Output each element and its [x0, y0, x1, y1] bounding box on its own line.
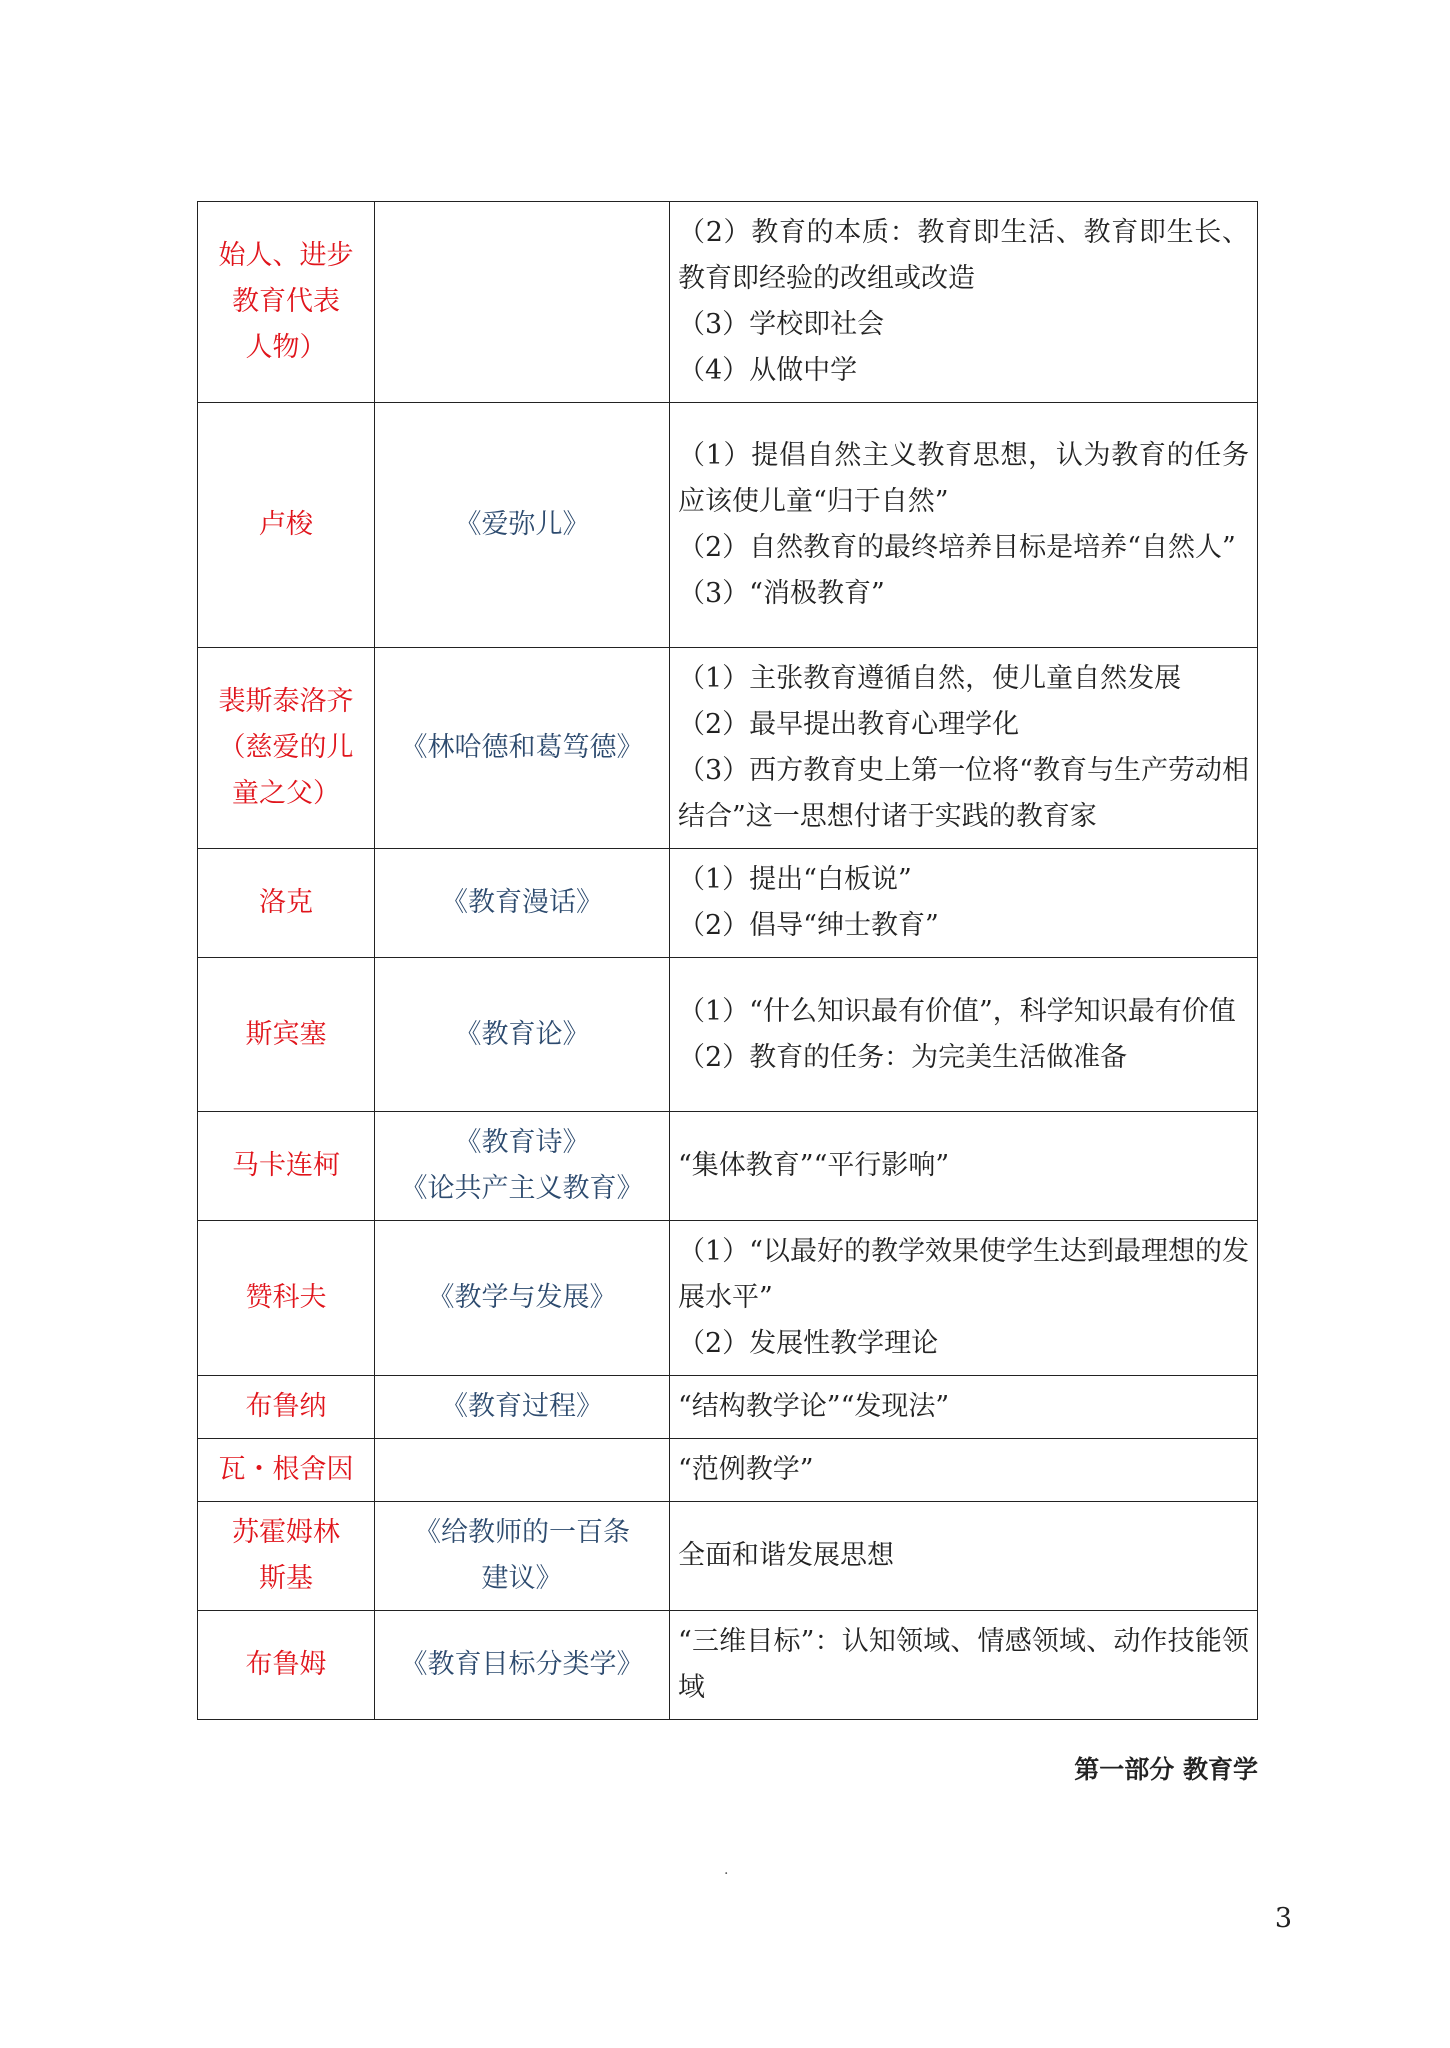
description-cell	[670, 958, 1258, 1112]
work-title-line: 《教学与发展》	[427, 1282, 617, 1313]
work-title-line: 《爱弥儿》	[454, 509, 590, 540]
educator-name-line: 布鲁纳	[245, 1391, 327, 1422]
center-dot: ·	[724, 1866, 729, 1882]
description-line: “结构教学论”“发现法”	[678, 1391, 950, 1422]
table-row	[198, 403, 1258, 648]
work-title-cell	[375, 202, 670, 403]
description-cell	[670, 1611, 1258, 1720]
description-cell	[670, 403, 1258, 648]
educator-name-line: 童之父）	[232, 778, 340, 809]
description-cell	[670, 648, 1258, 849]
work-title-cell	[375, 1221, 670, 1376]
description-line: （4）从做中学	[678, 355, 858, 386]
educator-name-line: 洛克	[259, 887, 313, 918]
description-cell	[670, 1439, 1258, 1502]
description-line: “范例教学”	[678, 1454, 814, 1485]
description-line: （1）提倡自然主义教育思想，认为教育的任务应该使儿童“归于自然”	[678, 440, 1249, 517]
table-row	[198, 849, 1258, 958]
work-title-cell	[375, 849, 670, 958]
educator-name-cell	[198, 958, 375, 1112]
work-title-line: 《林哈德和葛笃德》	[400, 732, 644, 763]
table-row	[198, 1439, 1258, 1502]
work-title-cell	[375, 1112, 670, 1221]
work-title-line: 《给教师的一百条	[414, 1517, 630, 1548]
educator-name-cell	[198, 1221, 375, 1376]
work-title-cell	[375, 1376, 670, 1439]
educator-name-line: 斯宾塞	[245, 1018, 327, 1050]
description-line: （1）“什么知识最有价值”，科学知识最有价值	[678, 995, 1236, 1027]
work-title-line: 《教育诗》	[454, 1127, 590, 1158]
work-title-cell	[375, 1611, 670, 1720]
educator-name-line: 卢梭	[259, 509, 313, 540]
table-row	[198, 1221, 1258, 1376]
educator-name-line: 始人、进步	[218, 240, 354, 271]
work-title-cell	[375, 648, 670, 849]
table-row	[198, 1502, 1258, 1611]
work-title-line: 《教育目标分类学》	[400, 1649, 644, 1680]
description-line: “集体教育”“平行影响”	[678, 1150, 950, 1181]
description-line: （2）发展性教学理论	[678, 1328, 939, 1359]
educator-name-cell	[198, 403, 375, 648]
educator-name-line: 斯基	[259, 1563, 313, 1594]
description-cell	[670, 1221, 1258, 1376]
work-title-line: 《教育论》	[454, 1018, 590, 1050]
educator-name-cell	[198, 849, 375, 958]
work-title-line: 《教育过程》	[441, 1391, 603, 1422]
educator-name-line: （慈爱的儿	[218, 732, 354, 763]
table-row	[198, 958, 1258, 1112]
description-cell	[670, 849, 1258, 958]
work-title-cell	[375, 958, 670, 1112]
educator-name-cell	[198, 1439, 375, 1502]
educator-name-cell	[198, 648, 375, 849]
educator-name-line: 布鲁姆	[245, 1649, 327, 1680]
page-number: 3	[1274, 1903, 1292, 1934]
description-line: （3）西方教育史上第一位将“教育与生产劳动相结合”这一思想付诸于实践的教育家	[678, 755, 1249, 832]
description-line: （2）自然教育的最终培养目标是培养“自然人”	[678, 532, 1236, 563]
description-line: （2）教育的任务：为完美生活做准备	[678, 1041, 1128, 1073]
section-title: 第一部分 教育学	[1074, 1755, 1258, 1784]
description-cell	[670, 1376, 1258, 1439]
table-row	[198, 1112, 1258, 1221]
educator-name-cell	[198, 202, 375, 403]
educator-name-line: 裴斯泰洛齐	[218, 686, 354, 717]
educator-name-cell	[198, 1376, 375, 1439]
table-row	[198, 202, 1258, 403]
description-cell	[670, 1502, 1258, 1611]
educator-name-line: 马卡连柯	[232, 1150, 340, 1181]
description-line: 全面和谐发展思想	[678, 1540, 894, 1571]
educator-name-cell	[198, 1611, 375, 1720]
description-line: （3）学校即社会	[678, 309, 885, 340]
description-cell	[670, 202, 1258, 403]
work-title-cell	[375, 1439, 670, 1502]
educator-name-line: 瓦・根舍因	[218, 1454, 354, 1485]
description-line: （3）“消极教育”	[678, 578, 885, 609]
educators-table	[197, 201, 1258, 1720]
table-row	[198, 1376, 1258, 1439]
description-line: （1）提出“白板说”	[678, 864, 912, 895]
table-row	[198, 1611, 1258, 1720]
educator-name-line: 苏霍姆林	[232, 1517, 340, 1548]
description-line: （2）最早提出教育心理学化	[678, 709, 1020, 740]
educator-name-cell	[198, 1502, 375, 1611]
work-title-line: 建议》	[481, 1563, 563, 1594]
work-title-cell	[375, 403, 670, 648]
work-title-line: 《论共产主义教育》	[400, 1173, 644, 1204]
educator-name-line: 赞科夫	[245, 1282, 327, 1313]
work-title-line: 《教育漫话》	[441, 887, 603, 918]
educator-name-line: 人物）	[245, 332, 327, 363]
description-cell	[670, 1112, 1258, 1221]
work-title-cell	[375, 1502, 670, 1611]
description-line: （1）主张教育遵循自然，使儿童自然发展	[678, 663, 1182, 694]
description-line: （1）“以最好的教学效果使学生达到最理想的发展水平”	[678, 1236, 1249, 1313]
educator-name-line: 教育代表	[232, 286, 340, 317]
description-line: （2）教育的本质：教育即生活、教育即生长、教育即经验的改组或改造	[678, 217, 1249, 294]
description-line: “三维目标”：认知领域、情感领域、动作技能领域	[678, 1626, 1249, 1703]
table-row	[198, 648, 1258, 849]
description-line: （2）倡导“绅士教育”	[678, 910, 939, 941]
educator-name-cell	[198, 1112, 375, 1221]
educators-table-body	[198, 202, 1258, 1720]
